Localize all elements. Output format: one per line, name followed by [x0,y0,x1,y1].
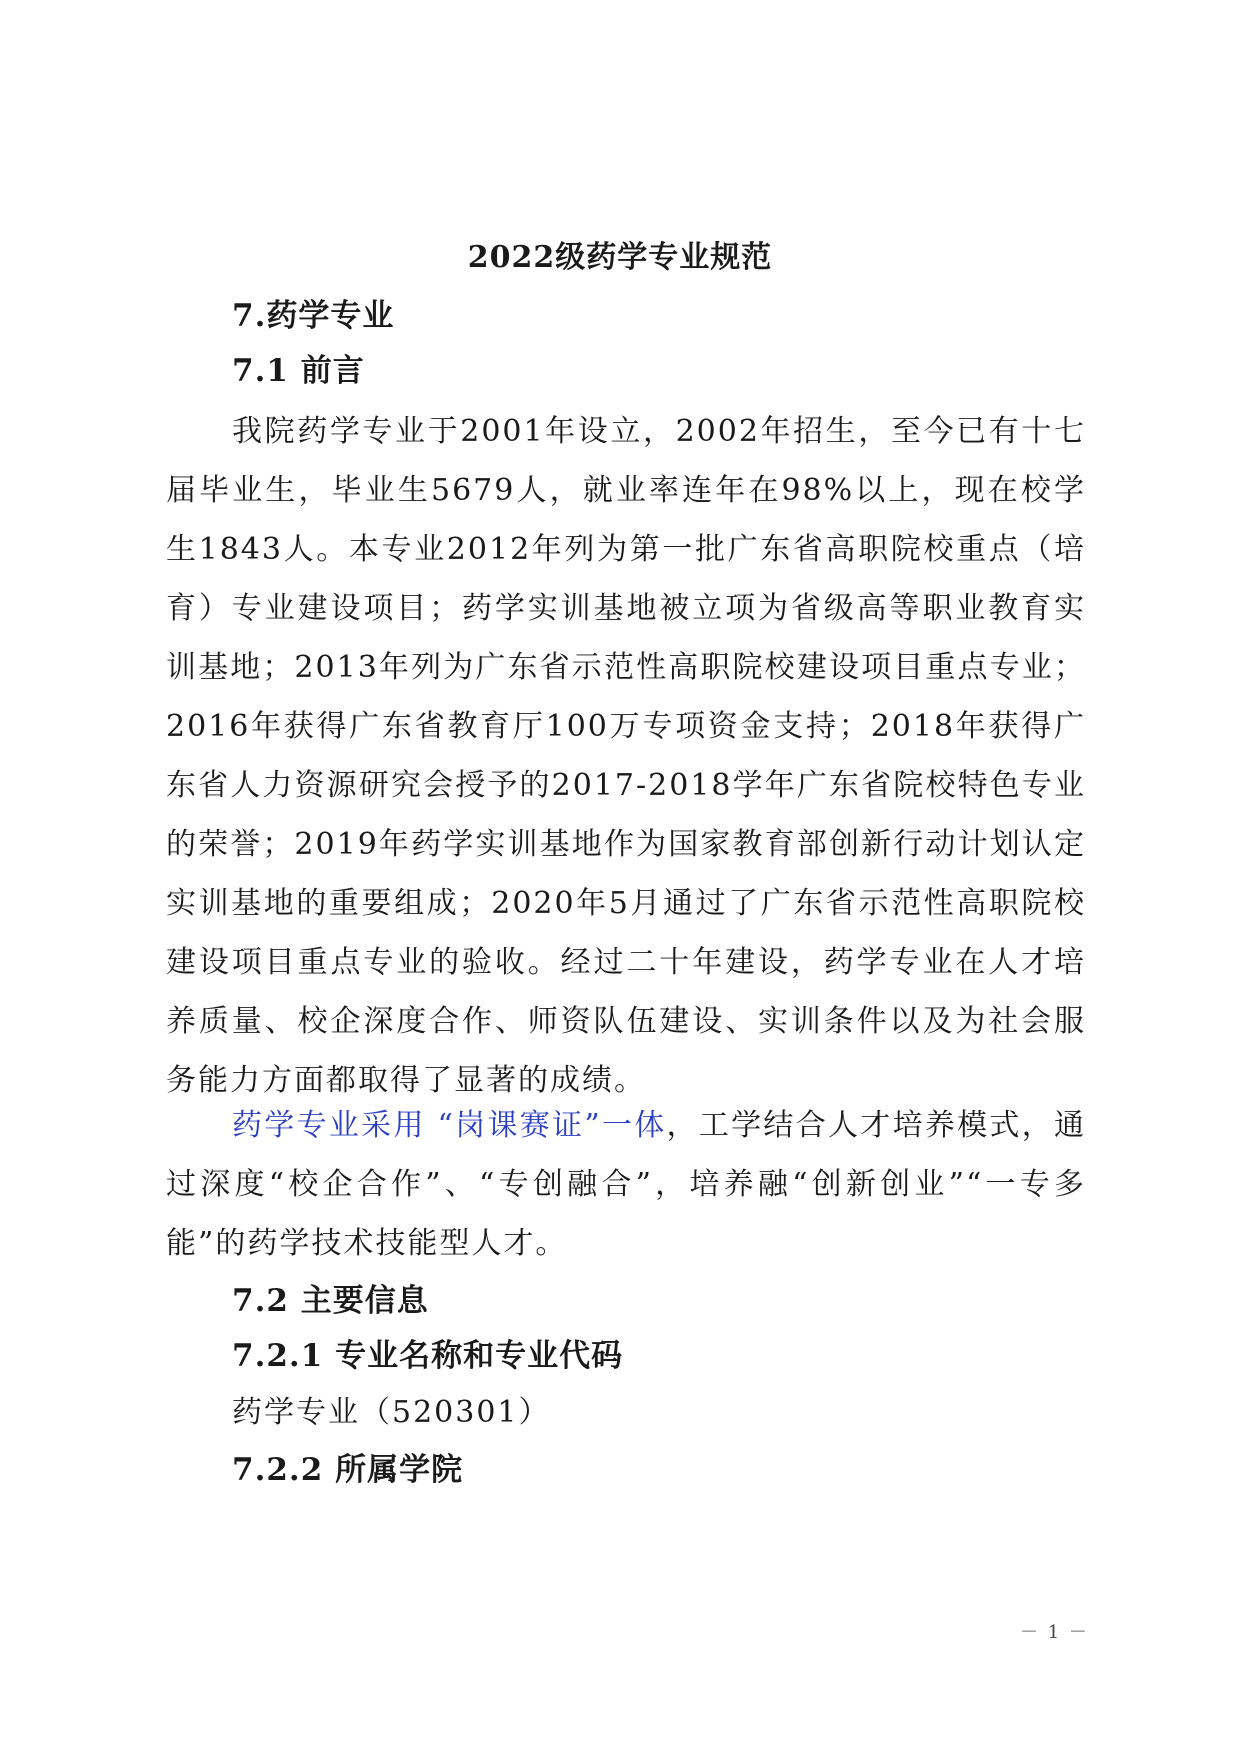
training-mode-highlight: 药学专业采用 “岗课赛证”一体 [232,1108,667,1143]
document-title: 2022级药学专业规范 [467,240,773,275]
heading-section-7-2-2: 7.2.2 所属学院 [232,1452,464,1488]
page-number: － 1 － [1020,1622,1089,1643]
major-name-code: 药学专业（520301） [232,1395,551,1430]
intro-paragraph: 我院药学专业于2001年设立，2002年招生，至今已有十七届毕业生，毕业生5679人，就业率连年在98%以上，现在校学生1843人。本专业2012年列为第一批广东省高职院校重点（培育）专业建设项目；药学实训基地被立项为省级高等职业教育实训基地；2013年列为广东省示范性高职院校建设项目重点专业；2016年获得广东省教育厅100万专项资金支持；2018年获得广东省人力资源研究会授予的2017-2018学年广东省院校特色专业的荣誉；2019年药学实训基地作为国家教育部创新行动计划认定实训基地的重要组成；2020年5月通过了广东省示范性高职院校建设项目重点专业的验收。经过二十年建设，药学专业在人才培养质量、校企深度合作、师资队伍建设、实训条件以及为社会服务能力方面都取得了显著的成绩。 [166,414,1086,1098]
training-mode-text: ，工学结合人才培养模式，通过深度“校企合作”、“专创融合”，培养融“创新创业”“一专多能”的药学技术技能型人才。 [166,1108,1087,1261]
heading-section-7-1: 7.1 前言 [232,353,365,389]
heading-section-7-2-1: 7.2.1 专业名称和专业代码 [232,1338,624,1374]
training-mode-paragraph [166,1096,1086,1273]
heading-section-7-2: 7.2 主要信息 [232,1283,429,1319]
heading-section-7: 7.药学专业 [232,298,395,334]
